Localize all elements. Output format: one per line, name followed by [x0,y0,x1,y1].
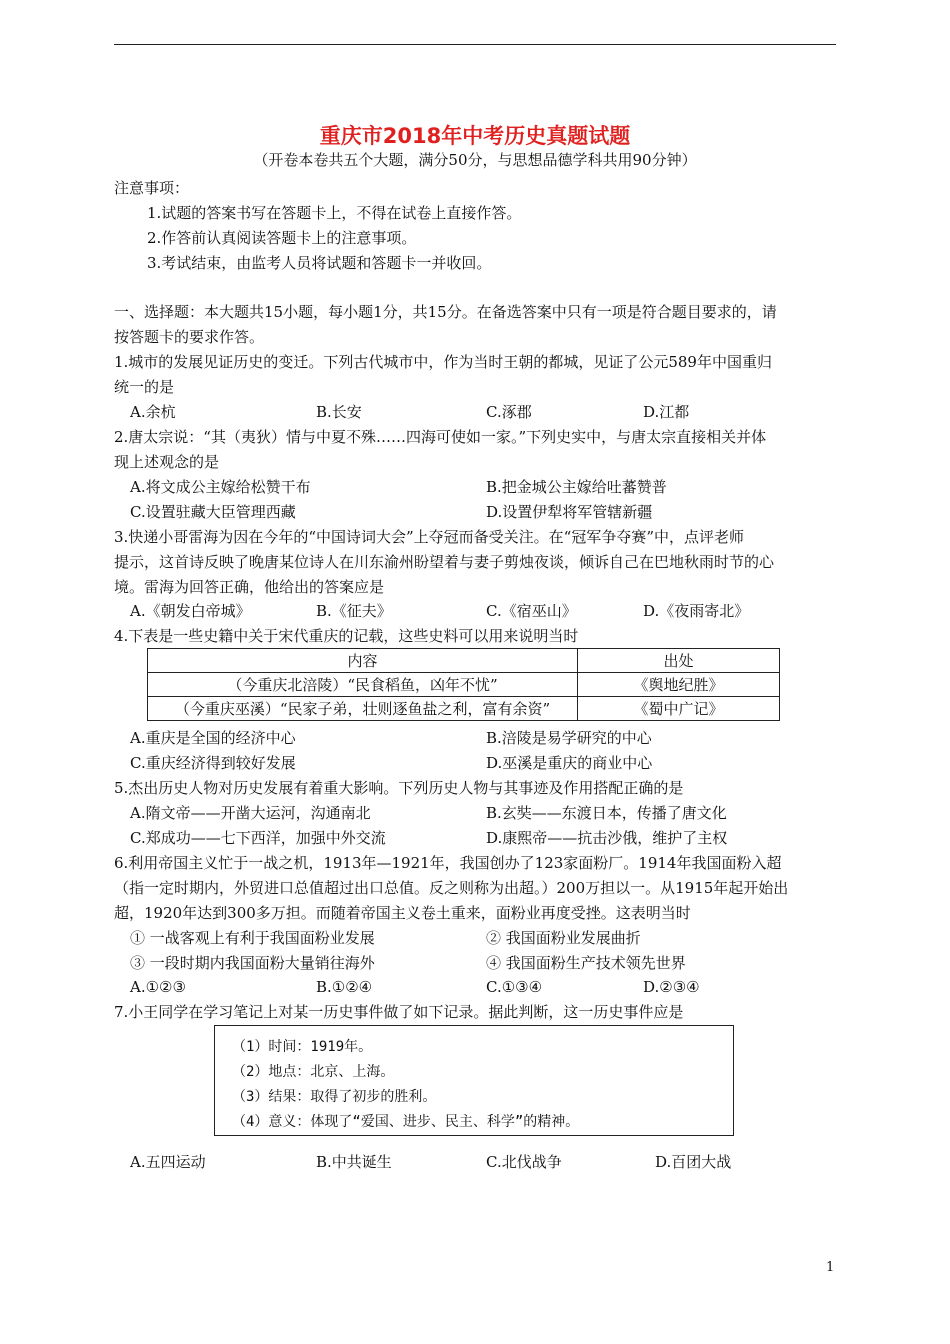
question-7-text: 7.小王同学在学习笔记上对某一历史事件做了如下记录。据此判断，这一历史事件应是 [114,1003,684,1021]
table-row [148,673,780,697]
question-2-text: 现上述观念的是 [114,453,220,471]
q6-option-b: B.①②④ [316,978,373,996]
question-6-text: 6.利用帝国主义忙于一战之机，1913年—1921年，我国创办了123家面粉厂。1914年我国面粉入超 [114,854,782,872]
question-6-text: 超，1920年达到300多万担。而随着帝国主义卷土重来，面粉业再度受挫。这表明当时 [114,904,691,922]
q4-option-a: A.重庆是全国的经济中心 [130,729,296,747]
table-header: 出处 [578,649,780,673]
q5-option-d: D.康熙帝——抗击沙俄，维护了主权 [486,829,728,847]
question-5-text: 5.杰出历史人物对历史发展有着重大影响。下列历史人物与其事迹及作用搭配正确的是 [114,779,684,797]
notice-heading: 注意事项： [114,179,190,197]
table-cell: （今重庆巫溪）“民家子弟，壮则逐鱼盐之利，富有余资” [148,697,578,721]
notice-item: 3.考试结束，由监考人员将试题和答题卡一并收回。 [147,254,492,272]
question-3-text: 境。雷海为回答正确，他给出的答案应是 [114,578,385,596]
question-2-text: 2.唐太宗说：“其（夷狄）情与中夏不殊……四海可使如一家。”下列史实中，与唐太宗直接相关并体 [114,428,767,446]
q1-option-c: C.涿郡 [486,403,532,421]
table-header-row [148,649,780,673]
q7-option-b: B.中共诞生 [316,1153,392,1171]
notes-box [214,1025,734,1136]
q6-statement-1: ① 一战客观上有利于我国面粉业发展 [130,929,375,947]
q7-option-a: A.五四运动 [130,1153,206,1171]
q5-option-c: C.郑成功——七下西洋，加强中外交流 [130,829,386,847]
question-3-text: 3.快递小哥雷海为因在今年的“中国诗词大会”上夺冠而备受关注。在“冠军争夺赛”中，点评老师 [114,528,744,546]
q6-statement-4: ④ 我国面粉生产技术领先世界 [486,954,686,972]
section-heading-cont: 按答题卡的要求作答。 [114,328,265,346]
q3-option-a: A.《朝发白帝城》 [130,602,251,620]
header-rule [114,44,836,45]
q4-option-d: D.巫溪是重庆的商业中心 [486,754,653,772]
source-table [147,648,780,721]
table-header: 内容 [148,649,578,673]
q3-option-d: D.《夜雨寄北》 [643,602,750,620]
q2-option-a: A.将文成公主嫁给松赞干布 [130,478,311,496]
q6-option-a: A.①②③ [130,978,186,996]
q6-option-c: C.①③④ [486,978,543,996]
page-title: 重庆市2018年中考历史真题试题 [319,124,631,148]
q6-option-d: D.②③④ [643,978,700,996]
q2-option-b: B.把金城公主嫁给吐蕃赞普 [486,478,667,496]
page-number: 1 [826,1260,835,1275]
q6-statement-3: ③ 一段时期内我国面粉大量销往海外 [130,954,375,972]
question-6-text: （指一定时期内，外贸进口总值超过出口总值。反之则称为出超。）200万担以一。从1915年起开始出 [114,879,789,897]
q6-statement-2: ② 我国面粉业发展曲折 [486,929,641,947]
note-line: （2）地点：北京、上海。 [232,1064,395,1080]
q7-option-c: C.北伐战争 [486,1153,562,1171]
question-3-text: 提示，这首诗反映了晚唐某位诗人在川东渝州盼望着与妻子剪烛夜谈，倾诉自己在巴地秋雨时节的心 [114,553,775,571]
q3-option-c: C.《宿巫山》 [486,602,577,620]
note-line: （4）意义：体现了“爱国、进步、民主、科学”的精神。 [232,1114,580,1130]
table-cell: 《舆地纪胜》 [578,673,780,697]
q1-option-a: A.余杭 [130,403,176,421]
question-1-text: 统一的是 [114,378,175,396]
q5-option-a: A.隋文帝——开凿大运河，沟通南北 [130,804,371,822]
q3-option-b: B.《征夫》 [316,602,392,620]
q1-option-d: D.江都 [643,403,690,421]
q1-option-b: B.长安 [316,403,362,421]
q2-option-d: D.设置伊犁将军管辖新疆 [486,503,653,521]
question-1-text: 1.城市的发展见证历史的变迁。下列古代城市中，作为当时王朝的都城，见证了公元589年中国重归 [114,353,772,371]
q2-option-c: C.设置驻藏大臣管理西藏 [130,503,296,521]
q4-option-b: B.涪陵是易学研究的中心 [486,729,652,747]
table-cell: 《蜀中广记》 [578,697,780,721]
table-cell: （今重庆北涪陵）“民食稻鱼，凶年不忧” [148,673,578,697]
note-line: （1）时间：1919年。 [232,1039,373,1055]
q5-option-b: B.玄奘——东渡日本，传播了唐文化 [486,804,727,822]
section-heading: 一、选择题：本大题共15小题，每小题1分，共15分。在备选答案中只有一项是符合题目要求的，请 [114,303,777,321]
note-line: （3）结果：取得了初步的胜利。 [232,1089,437,1105]
page-subtitle: （开卷本卷共五个大题，满分50分，与思想品德学科共用90分钟） [253,151,697,169]
q7-option-d: D.百团大战 [655,1153,732,1171]
notice-item: 1.试题的答案书写在答题卡上，不得在试卷上直接作答。 [147,204,522,222]
question-4-text: 4.下表是一些史籍中关于宋代重庆的记载，这些史料可以用来说明当时 [114,627,579,645]
q4-option-c: C.重庆经济得到较好发展 [130,754,296,772]
table-row [148,697,780,721]
notice-item: 2.作答前认真阅读答题卡上的注意事项。 [147,229,417,247]
